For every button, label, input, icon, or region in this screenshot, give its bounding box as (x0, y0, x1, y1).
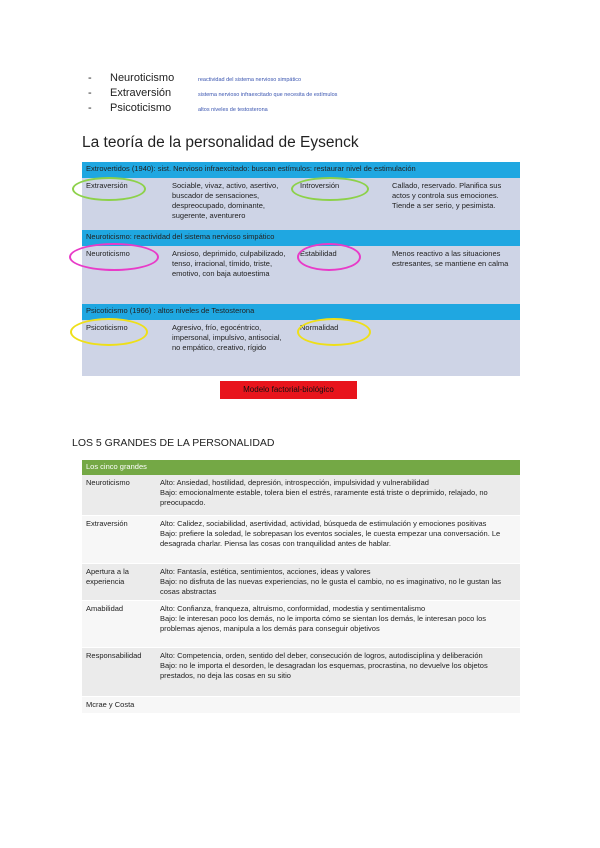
section-band-neuroticismo: Neuroticismo: reactividad del sistema nervioso simpático (82, 230, 520, 246)
bullet-psicoticismo (88, 102, 337, 117)
row-trait: Neuroticismo (86, 478, 130, 487)
model-label: Modelo factorial-biológico (220, 381, 357, 399)
eysenck-title: La teoría de la personalidad de Eysenck (82, 134, 359, 151)
big5-table (82, 460, 520, 713)
bullet-dash: - (88, 72, 92, 84)
big5-title: LOS 5 GRANDES DE LA PERSONALIDAD (72, 437, 275, 449)
bullet-term: Psicoticismo (110, 102, 172, 114)
section-band-extraversion: Extrovertidos (1940): sist. Nervioso infraexcitado: buscan estímulos: restaurar nivel de estimulación (82, 162, 520, 178)
row-bajo: Bajo: no le importa el desorden, le desagradan los esquemas, procrastina, no devuelve los objetos prestados, no deja las cosas en su sitio (160, 661, 488, 680)
trait-introversion: Introversión (300, 181, 340, 190)
row-trait: Extraversión (86, 519, 128, 528)
bullet-list (88, 72, 337, 117)
desc-neuroticismo: Ansioso, deprimido, culpabilizado, tenso, irracional, tímido, triste, emotivo, con baja autoestima (172, 249, 286, 278)
desc-introversion: Callado, reservado. Planifica sus actos y controla sus emociones. Tiende a ser serio, y pesimista. (392, 181, 502, 210)
table-row (82, 475, 520, 516)
row-bajo: Bajo: no disfruta de las nuevas experiencias, no le gusta el cambio, no es imaginativo, no le gustan las cosas abstractas (160, 577, 502, 596)
bullet-term: Neuroticismo (110, 72, 175, 84)
row-description (156, 648, 520, 696)
table-row (82, 648, 520, 697)
trait-psicoticismo: Psicoticismo (86, 323, 128, 332)
bullet-term: Extraversión (110, 87, 172, 99)
row-description (156, 564, 520, 600)
bullet-neuroticismo (88, 72, 337, 87)
row-description (156, 516, 520, 563)
big5-header: Los cinco grandes (82, 460, 520, 475)
row-alto: Alto: Fantasía, estética, sentimientos, acciones, ideas y valores (160, 567, 371, 576)
row-alto: Alto: Calidez, sociabilidad, asertividad, actividad, búsqueda de estimulación y emociones positivas (160, 519, 487, 528)
desc-extraversion: Sociable, vivaz, activo, asertivo, buscador de sensaciones, despreocupado, dominante, sugerente, aventurero (172, 181, 279, 220)
table-row (82, 564, 520, 601)
section-grid-neuroticismo (82, 246, 520, 304)
row-alto: Alto: Confianza, franqueza, altruismo, conformidad, modestia y sentimentalismo (160, 604, 426, 613)
trait-normalidad: Normalidad (300, 323, 339, 332)
row-trait: Amabilidad (86, 604, 124, 613)
big5-source: Mcrae y Costa (82, 697, 520, 713)
row-alto: Alto: Ansiedad, hostilidad, depresión, introspección, impulsividad y vulnerabilidad (160, 478, 429, 487)
row-bajo: Bajo: le interesan poco los demás, no le importa cómo se sientan los demás, le interesan poco los problemas ajenos, manipula a los demás para conseguir objetivos (160, 614, 487, 633)
bullet-dash: - (88, 102, 92, 114)
eysenck-table (82, 162, 520, 376)
trait-estabilidad: Estabilidad (300, 249, 337, 258)
desc-normalidad (388, 320, 520, 376)
row-alto: Alto: Competencia, orden, sentido del deber, consecución de logros, autodisciplina y deliberación (160, 651, 483, 660)
bullet-extraversion (88, 87, 337, 102)
trait-neuroticismo: Neuroticismo (86, 249, 130, 258)
row-bajo: Bajo: emocionalmente estable, tolera bien el estrés, raramente está triste o deprimido, relajado, no preocupacdo. (160, 488, 488, 507)
bullet-note: altos niveles de testosterona (198, 107, 268, 113)
bullet-dash: - (88, 87, 92, 99)
section-grid-psicoticismo (82, 320, 520, 376)
section-band-psicoticismo: Psicoticismo (1966) : altos niveles de Testosterona (82, 304, 520, 320)
row-description (156, 475, 520, 515)
desc-estabilidad: Menos reactivo a las situaciones estresantes, se mantiene en calma (392, 249, 509, 268)
row-trait: Apertura a la experiencia (86, 567, 129, 586)
row-description (156, 601, 520, 647)
row-bajo: Bajo: prefiere la soledad, le sobrepasan los eventos sociales, le cuesta empezar una conversación. Le desagrada charlar. Piensa las cosas con tranquilidad antes de hablar. (160, 529, 501, 548)
trait-extraversion: Extraversión (86, 181, 128, 190)
bullet-note: reactividad del sistema nervioso simpático (198, 77, 302, 83)
bullet-note: sistema nervioso infraexcitado que necesita de estímulos (198, 92, 338, 98)
section-grid-extraversion (82, 178, 520, 230)
row-trait: Responsabilidad (86, 651, 142, 660)
table-row (82, 601, 520, 648)
table-row (82, 516, 520, 564)
desc-psicoticismo: Agresivo, frío, egocéntrico, impersonal, impulsivo, antisocial, no empático, creativo, rígido (172, 323, 282, 352)
